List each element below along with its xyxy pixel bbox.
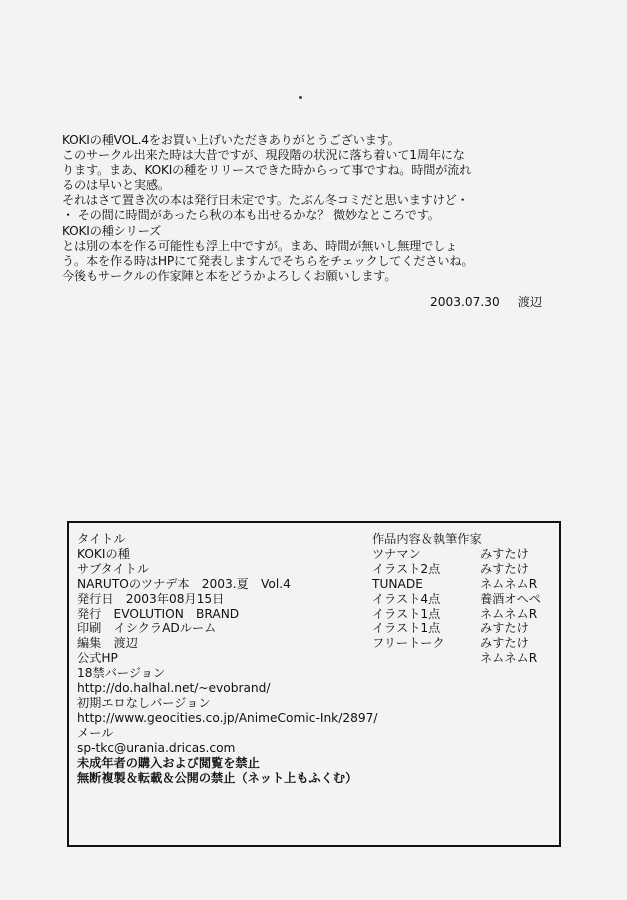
afterword-line: う。本を作る時はHPにて発表しますんでそちらをチェックしてくださいね。 (62, 253, 474, 268)
credit-author: 養酒オヘペ (480, 591, 541, 606)
colophon-notice: 未成年者の購入および閲覧を禁止 (77, 755, 260, 770)
colophon-line: メール (77, 725, 114, 740)
credit-author: みすたけ (480, 621, 529, 636)
colophon-line: 18禁バージョン (77, 666, 166, 681)
credit-item: イラスト1点 (372, 621, 441, 636)
credit-author: みすたけ (480, 561, 529, 576)
afterword-line: ・ その間に時間があったら秋の本も出せるかな？ 微妙なところです。 (62, 208, 440, 223)
afterword-line: るのは早いと実感。 (62, 178, 170, 193)
credit-row (372, 621, 558, 636)
credit-item: ツナマン (372, 546, 421, 561)
credit-item: フリートーク (372, 636, 445, 651)
credit-item (372, 651, 480, 666)
afterword-signature (430, 293, 542, 310)
colophon-line: NARUTOのツナデ本 2003.夏 Vol.4 (77, 576, 291, 591)
afterword-text (62, 133, 562, 284)
credit-row (372, 562, 558, 577)
credit-author: みすたけ (480, 636, 529, 651)
afterword-line: とは別の本を作る可能性も浮上中ですが。まあ、時間が無いし無理でしょ (62, 238, 458, 253)
credit-author: ネムネムR (480, 606, 538, 621)
colophon-box (67, 521, 561, 847)
credit-row (372, 651, 558, 666)
signature-author: 渡辺 (517, 295, 543, 309)
credit-row (372, 636, 558, 651)
colophon-url: http://www.geocities.co.jp/AnimeComic-Ink/2897/ (77, 710, 378, 725)
colophon-line: 初期エロなしバージョン (77, 695, 211, 710)
colophon-publication-info (77, 532, 377, 785)
colophon-line: 発行日 2003年08月15日 (77, 591, 225, 606)
credit-author: みすたけ (480, 546, 529, 561)
credit-item: イラスト1点 (372, 606, 441, 621)
colophon-url: http://do.halhal.net/~evobrand/ (77, 681, 271, 696)
colophon-line: 編集 渡辺 (77, 636, 138, 651)
stray-dot-mark (299, 96, 302, 99)
afterword-line: ります。まあ、KOKIの種をリリースできた時からって事ですね。時間が流れ (62, 163, 472, 178)
credit-author: ネムネムR (480, 651, 538, 666)
afterword-line: 今後もサークルの作家陣と本をどうかよろしくお願いします。 (62, 268, 397, 283)
credit-author: ネムネムR (480, 576, 538, 591)
colophon-line: 印刷 イシクラADルーム (77, 621, 217, 636)
colophon-credits (372, 532, 558, 666)
credit-item: イラスト4点 (372, 591, 441, 606)
colophon-line: 発行 EVOLUTION BRAND (77, 606, 240, 621)
credit-row (372, 592, 558, 607)
colophon-email: sp-tkc@urania.dricas.com (77, 740, 236, 755)
credit-item: TUNADE (372, 576, 423, 591)
credits-heading: 作品内容＆執筆作家 (372, 532, 482, 546)
afterword-line: KOKIの種シリーズ (62, 223, 162, 238)
afterword-line: それはさて置き次の本は発行日未定です。たぶん冬コミだと思いますけど・ (62, 193, 469, 208)
credit-row (372, 607, 558, 622)
signature-date: 2003.07.30 (430, 295, 500, 309)
afterword-line: このサークル出来た時は大昔ですが、現段階の状況に落ち着いて1周年にな (62, 148, 465, 163)
credit-row (372, 547, 558, 562)
credit-row (372, 577, 558, 592)
afterword-line: KOKIの種VOL.4をお買い上げいただきありがとうございます。 (62, 133, 400, 147)
colophon-line: KOKIの種 (77, 546, 130, 561)
colophon-line: 公式HP (77, 651, 118, 666)
credit-item: イラスト2点 (372, 561, 441, 576)
colophon-notice: 無断複製＆転載＆公開の禁止（ネット上もふくむ） (77, 770, 358, 785)
colophon-line: サブタイトル (77, 561, 150, 576)
colophon-line: タイトル (77, 532, 126, 546)
